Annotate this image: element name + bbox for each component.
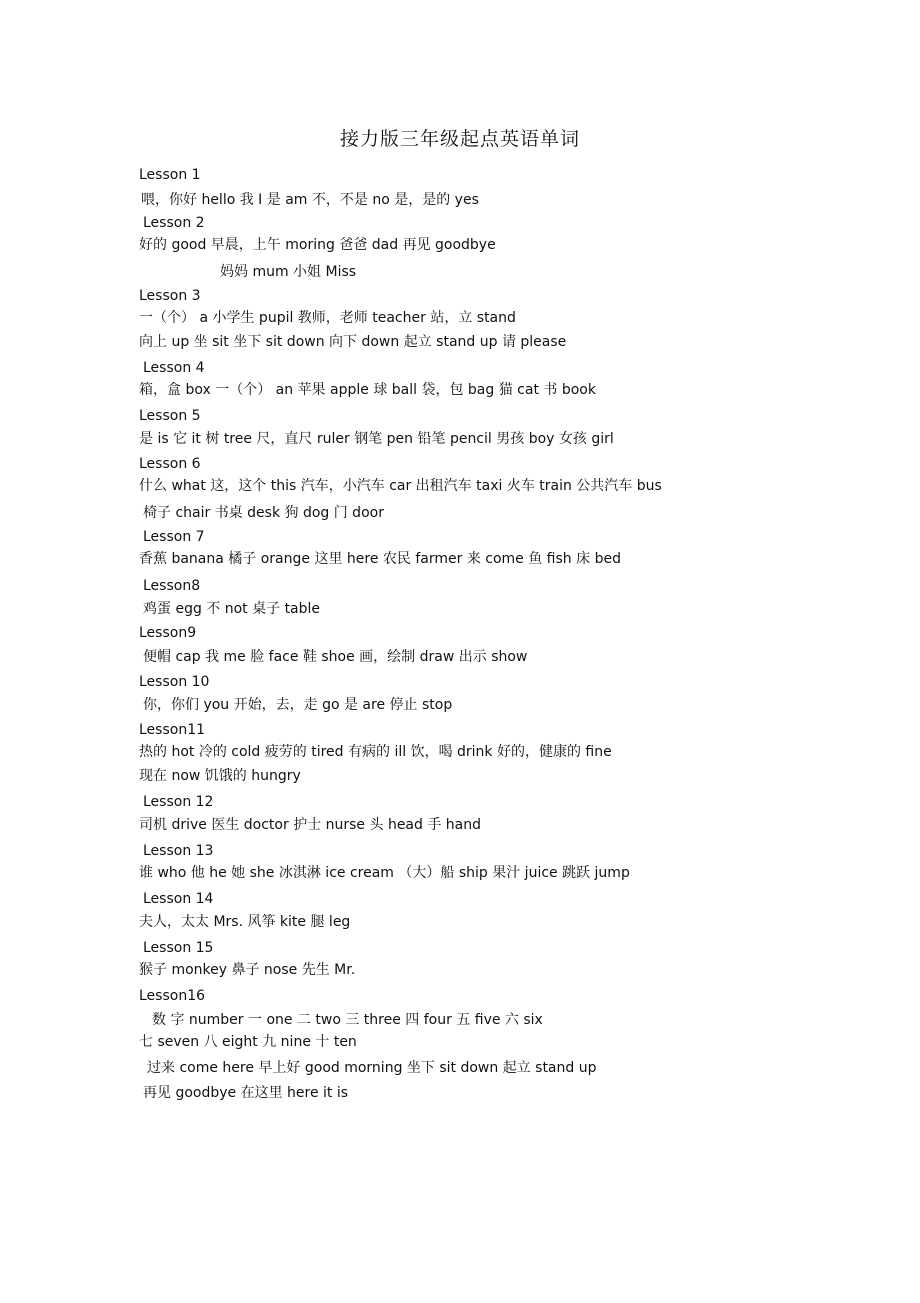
vocab-line: 夫人，太太 Mrs. 风筝 kite 腿 leg — [139, 914, 351, 930]
lesson-heading: Lesson 14 — [143, 891, 214, 907]
lesson-heading: Lesson 13 — [143, 843, 214, 859]
lesson-heading: Lesson 10 — [139, 674, 210, 690]
vocab-line: 数 字 number 一 one 二 two 三 three 四 four 五 five 六 six — [152, 1012, 543, 1028]
lesson-heading: Lesson9 — [139, 625, 197, 641]
vocab-line: 什么 what 这，这个 this 汽车，小汽车 car 出租汽车 taxi 火车 train 公共汽车 bus — [139, 478, 662, 494]
vocab-line: 椅子 chair 书桌 desk 狗 dog 门 door — [143, 505, 384, 521]
document-title: 接力版三年级起点英语单词 — [339, 128, 580, 150]
lesson-heading: Lesson 12 — [143, 794, 214, 810]
vocab-line: 箱，盒 box 一（个） an 苹果 apple 球 ball 袋，包 bag 猫 cat 书 book — [139, 382, 596, 398]
lesson-heading: Lesson11 — [139, 722, 206, 738]
lesson-heading: Lesson 15 — [143, 940, 214, 956]
vocab-line: 妈妈 mum 小姐 Miss — [220, 264, 357, 280]
vocab-line: 司机 drive 医生 doctor 护士 nurse 头 head 手 hand — [139, 817, 482, 833]
lesson-heading: Lesson 3 — [139, 288, 201, 304]
vocab-line: 过来 come here 早上好 good morning 坐下 sit down 起立 stand up — [147, 1060, 597, 1076]
vocab-line: 鸡蛋 egg 不 not 桌子 table — [143, 601, 321, 617]
vocab-line: 你，你们 you 开始，去，走 go 是 are 停止 stop — [143, 697, 453, 713]
vocab-line: 现在 now 饥饿的 hungry — [139, 768, 301, 784]
lesson-heading: Lesson 4 — [143, 360, 205, 376]
vocab-line: 再见 goodbye 在这里 here it is — [143, 1085, 349, 1101]
vocab-line: 一（个） a 小学生 pupil 教师，老师 teacher 站，立 stand — [139, 310, 516, 326]
lesson-heading: Lesson8 — [143, 578, 201, 594]
lesson-heading: Lesson 6 — [139, 456, 201, 472]
lesson-heading: Lesson16 — [139, 988, 206, 1004]
lesson-heading: Lesson 1 — [139, 167, 201, 183]
lesson-heading: Lesson 5 — [139, 408, 201, 424]
vocab-line: 香蕉 banana 橘子 orange 这里 here 农民 farmer 来 come 鱼 fish 床 bed — [139, 551, 621, 567]
vocab-line: 向上 up 坐 sit 坐下 sit down 向下 down 起立 stand up 请 please — [139, 334, 567, 350]
lesson-heading: Lesson 7 — [143, 529, 205, 545]
vocab-line: 是 is 它 it 树 tree 尺，直尺 ruler 钢笔 pen 铅笔 pencil 男孩 boy 女孩 girl — [139, 431, 614, 447]
lesson-heading: Lesson 2 — [143, 215, 205, 231]
vocab-line: 便帽 cap 我 me 脸 face 鞋 shoe 画，绘制 draw 出示 show — [143, 649, 528, 665]
vocab-line: 喂，你好 hello 我 I 是 am 不，不是 no 是，是的 yes — [141, 192, 479, 208]
vocab-line: 猴子 monkey 鼻子 nose 先生 Mr. — [139, 962, 356, 978]
vocab-line: 七 seven 八 eight 九 nine 十 ten — [139, 1034, 357, 1050]
vocab-line: 谁 who 他 he 她 she 冰淇淋 ice cream （大）船 ship 果汁 juice 跳跃 jump — [139, 865, 630, 881]
vocab-line: 热的 hot 冷的 cold 疲劳的 tired 有病的 ill 饮，喝 drink 好的，健康的 fine — [139, 744, 612, 760]
vocab-line: 好的 good 早晨，上午 moring 爸爸 dad 再见 goodbye — [139, 237, 496, 253]
